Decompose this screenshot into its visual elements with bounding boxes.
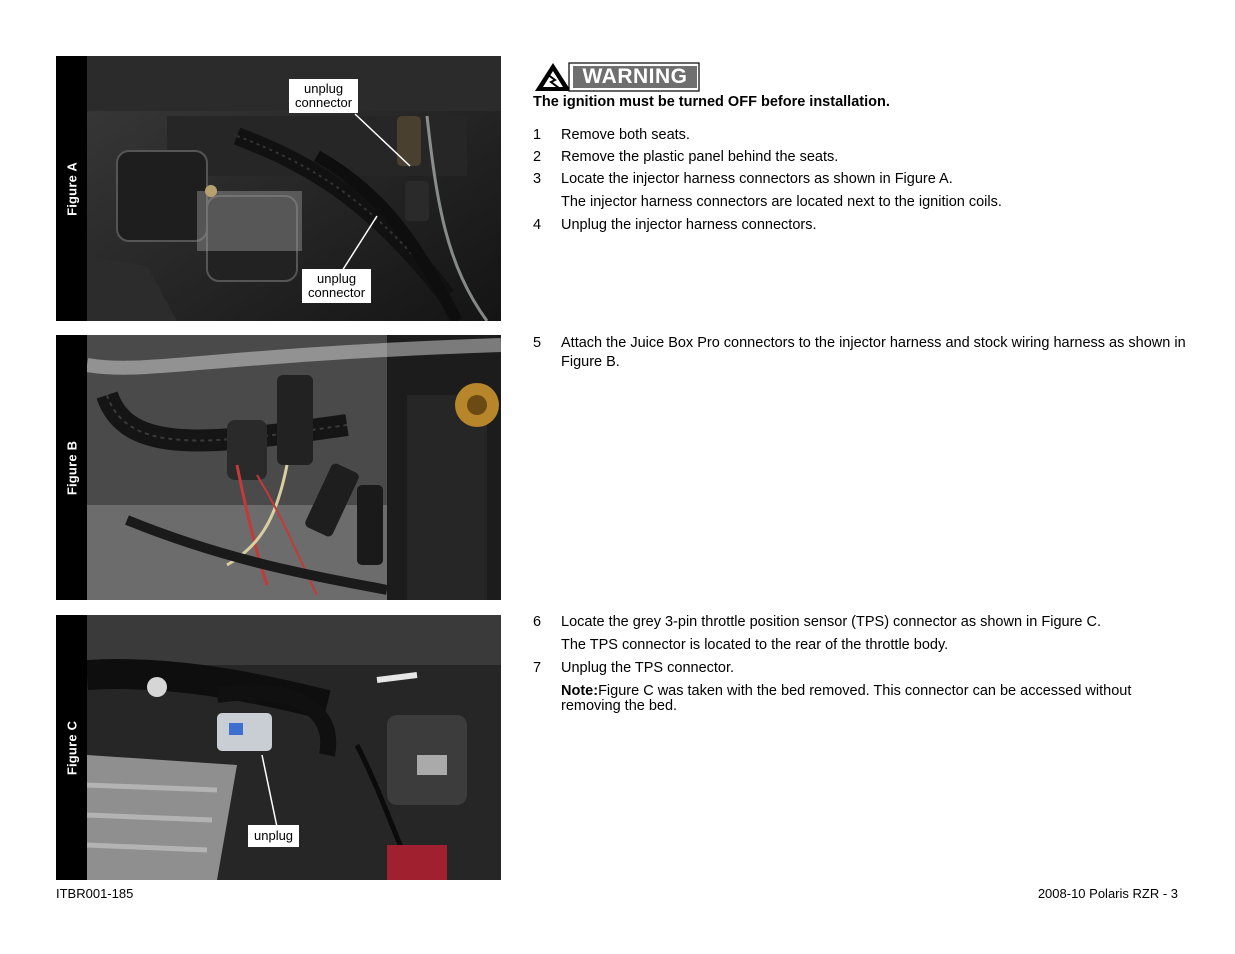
steps-group-1	[533, 127, 1193, 234]
step-6: 6 Locate the grey 3-pin throttle position sensor (TPS) connector as shown in Figure C.	[533, 614, 1101, 630]
step-6-detail: The TPS connector is located to the rear of the throttle body.	[561, 637, 949, 653]
step-7: 7 Unplug the TPS connector.	[533, 660, 735, 676]
step-2: 2 Remove the plastic panel behind the seats.	[533, 149, 839, 165]
step-5: 5 Attach the Juice Box Pro connectors to the injector harness and stock wiring harness as shown in Figure B.	[533, 335, 1186, 370]
figure-b-tab	[56, 335, 87, 600]
figure-c-tab	[56, 615, 87, 880]
warning-badge	[533, 60, 703, 93]
figure-a	[56, 56, 501, 321]
note-label: Note:	[561, 683, 599, 699]
warning-badge-text: WARNING	[582, 65, 688, 88]
footer-page-info: 2008-10 Polaris RZR - 3	[1037, 886, 1178, 901]
figure-b-label: Figure B	[64, 440, 79, 495]
figure-b	[56, 335, 501, 600]
step-4: 4 Unplug the injector harness connectors.	[533, 217, 817, 233]
figure-a-label: Figure A	[64, 161, 79, 216]
figure-b-photo	[87, 335, 501, 600]
steps-group-2	[533, 334, 1193, 372]
step-3-detail: The injector harness connectors are located next to the ignition coils.	[561, 194, 1002, 210]
figure-c-label: Figure C	[64, 720, 79, 775]
step-3: 3 Locate the injector harness connectors as shown in Figure A.	[533, 171, 953, 187]
figure-a-callout-bottom: unplug connector	[302, 269, 371, 303]
step-1: 1 Remove both seats.	[533, 127, 690, 143]
warning-text: The ignition must be turned OFF before installation.	[533, 94, 890, 110]
figure-c	[56, 615, 501, 880]
steps-group-3	[533, 614, 1193, 714]
note-text: Figure C was taken with the bed removed. This connector can be accessed without removing the bed.	[561, 683, 1132, 714]
figure-a-callout-top: unplug connector	[289, 79, 358, 113]
figure-c-callout: unplug	[248, 825, 299, 847]
step-7-note	[533, 684, 1161, 714]
footer-doc-number: ITBR001-185	[56, 886, 134, 901]
figure-a-tab	[56, 56, 87, 321]
